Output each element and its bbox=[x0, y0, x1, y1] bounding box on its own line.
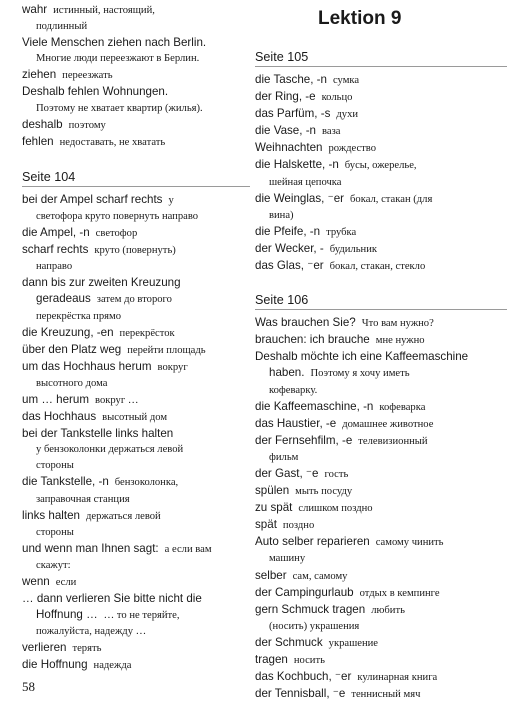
russian-translation: кулинарная книга bbox=[357, 672, 438, 684]
vocab-entry bbox=[255, 224, 507, 241]
vocab-continuation-line bbox=[255, 365, 507, 382]
vocab-continuation-line bbox=[255, 383, 507, 399]
vocab-entry bbox=[255, 517, 507, 534]
russian-translation: мыть посуду bbox=[295, 486, 353, 498]
vocab-entry bbox=[22, 574, 250, 591]
vocab-continuation-line bbox=[22, 51, 250, 67]
german-term: verlieren bbox=[22, 641, 67, 655]
russian-translation: любить bbox=[371, 604, 405, 616]
russian-translation: высотный дом bbox=[102, 412, 168, 424]
vocab-entry bbox=[255, 466, 507, 483]
vocab-entry bbox=[22, 591, 250, 607]
vocab-continuation-line bbox=[22, 376, 250, 392]
russian-translation: светофора круто повернуть направо bbox=[36, 210, 199, 222]
vocab-entry bbox=[255, 483, 507, 500]
vocab-continuation-line bbox=[22, 19, 250, 35]
vocab-entry bbox=[22, 342, 250, 359]
vocab-entry bbox=[22, 117, 250, 134]
russian-translation: духи bbox=[336, 109, 359, 121]
vocab-entry bbox=[22, 242, 250, 259]
russian-translation: Поэтому я хочу иметь bbox=[310, 368, 410, 380]
vocab-continuation-line bbox=[255, 175, 507, 191]
german-term: der Ring, -e bbox=[255, 90, 316, 104]
german-term: Weihnachten bbox=[255, 141, 323, 155]
russian-translation: бокал, стакан (для bbox=[350, 193, 433, 205]
german-term: um … herum bbox=[22, 392, 90, 406]
german-term: das Glas, ⁻er bbox=[255, 259, 324, 273]
russian-translation: фильм bbox=[269, 451, 299, 463]
german-term: Auto selber reparieren bbox=[255, 535, 370, 549]
russian-translation: носить bbox=[293, 655, 325, 666]
russian-translation: если bbox=[55, 577, 77, 588]
section-heading-seite-106: Seite 106 bbox=[255, 293, 507, 310]
vocab-continuation-line bbox=[22, 209, 250, 225]
german-term: die Halskette, -n bbox=[255, 158, 339, 172]
russian-translation: телевизионный bbox=[358, 435, 428, 447]
vocab-entry bbox=[255, 157, 507, 174]
vocab-entry bbox=[255, 568, 507, 585]
vocab-continuation-line bbox=[22, 492, 250, 508]
russian-translation: вина) bbox=[269, 209, 294, 221]
russian-translation: кофеварку. bbox=[269, 384, 318, 396]
vocab-continuation-line bbox=[22, 291, 250, 308]
russian-translation: Поэтому не хватает квартир (жилья). bbox=[36, 102, 203, 114]
german-term: die Weinglas, ⁻er bbox=[255, 191, 345, 205]
vocab-continuation-line bbox=[255, 450, 507, 466]
german-term: die Vase, -n bbox=[255, 124, 317, 138]
german-term: wenn bbox=[22, 575, 50, 588]
russian-translation: Многие люди переезжают в Берлин. bbox=[36, 53, 200, 65]
german-term: die Hoffnung bbox=[22, 658, 88, 672]
russian-translation: у bbox=[168, 194, 174, 206]
vocab-entry bbox=[255, 686, 507, 703]
german-term: links halten bbox=[22, 508, 81, 522]
german-term: zu spät bbox=[255, 501, 293, 515]
russian-translation: истинный, настоящий, bbox=[53, 5, 155, 16]
vocab-entry bbox=[255, 534, 507, 551]
russian-translation: перейти площадь bbox=[127, 344, 206, 356]
russian-translation: украшение bbox=[328, 637, 378, 649]
german-term: haben. bbox=[269, 366, 305, 380]
german-term: der Schmuck bbox=[255, 635, 323, 649]
russian-translation: перекрёсток bbox=[119, 327, 175, 339]
page-number: 58 bbox=[22, 679, 35, 694]
russian-translation: светофор bbox=[95, 228, 138, 240]
vocab-entry bbox=[22, 192, 250, 209]
russian-translation: вокруг bbox=[157, 361, 188, 373]
left-column bbox=[22, 2, 250, 675]
german-term: fehlen bbox=[22, 134, 54, 148]
russian-translation: недоставать, не хватать bbox=[59, 136, 166, 148]
german-term: Deshalb möchte ich eine Kaffeemaschine bbox=[255, 350, 469, 364]
russian-translation: подлинный bbox=[36, 21, 88, 33]
russian-translation: теннисный мяч bbox=[351, 689, 421, 701]
russian-translation: а если вам bbox=[164, 543, 212, 555]
section-heading-seite-104: Seite 104 bbox=[22, 170, 250, 187]
vocab-entry bbox=[255, 602, 507, 619]
vocab-entry bbox=[255, 332, 507, 349]
german-term: deshalb bbox=[22, 117, 63, 131]
vocab-continuation-line bbox=[22, 458, 250, 474]
vocab-continuation-line bbox=[255, 619, 507, 635]
russian-translation: кофеварка bbox=[379, 401, 426, 413]
german-term: Was brauchen Sie? bbox=[255, 316, 356, 330]
vocab-continuation-line bbox=[255, 551, 507, 567]
vocab-entry bbox=[22, 225, 250, 242]
vocab-entry bbox=[22, 325, 250, 342]
vocab-entry bbox=[255, 315, 507, 332]
russian-translation: будильник bbox=[329, 243, 378, 255]
german-term: die Tasche, -n bbox=[255, 73, 327, 86]
vocab-continuation-line bbox=[22, 525, 250, 541]
vocab-entry bbox=[22, 640, 250, 657]
german-term: bei der Ampel scharf rechts bbox=[22, 192, 163, 206]
vocab-entry bbox=[255, 258, 507, 275]
vocab-continuation-line bbox=[22, 309, 250, 325]
russian-translation: шейная цепочка bbox=[269, 176, 342, 188]
german-term: Hoffnung … bbox=[36, 608, 98, 622]
russian-translation: перекрёстка прямо bbox=[36, 310, 122, 322]
russian-translation: терять bbox=[72, 643, 102, 655]
vocab-entry bbox=[22, 67, 250, 84]
german-term: gern Schmuck tragen bbox=[255, 602, 366, 616]
german-term: der Tennisball, ⁻e bbox=[255, 687, 346, 701]
german-term: spülen bbox=[255, 484, 290, 498]
vocab-entry bbox=[22, 426, 250, 442]
russian-translation: затем до второго bbox=[96, 294, 172, 306]
russian-translation: переезжать bbox=[62, 70, 113, 82]
german-term: die Kaffeemaschine, -n bbox=[255, 399, 374, 413]
german-term: selber bbox=[255, 568, 287, 582]
russian-translation: … то не теряйте, bbox=[103, 610, 180, 622]
russian-translation: круто (повернуть) bbox=[94, 245, 176, 257]
russian-translation: стороны bbox=[36, 526, 74, 538]
vocab-entry bbox=[22, 35, 250, 51]
lektion-title: Lektion 9 bbox=[318, 8, 402, 29]
russian-translation: скажут: bbox=[36, 559, 71, 571]
russian-translation: пожалуйста, надежду … bbox=[36, 626, 147, 638]
top-vocab-block bbox=[22, 2, 250, 151]
vocab-entry bbox=[255, 349, 507, 365]
russian-translation: отдых в кемпинге bbox=[359, 587, 440, 599]
german-term: der Wecker, - bbox=[255, 241, 324, 255]
russian-translation: у бензоколонки держаться левой bbox=[36, 444, 184, 456]
german-term: der Campingurlaub bbox=[255, 585, 354, 599]
russian-translation: стороны bbox=[36, 460, 74, 472]
vocab-entry bbox=[22, 541, 250, 558]
german-term: um das Hochhaus herum bbox=[22, 359, 152, 373]
german-term: der Fernsehfilm, -e bbox=[255, 433, 353, 447]
russian-translation: поэтому bbox=[68, 119, 106, 131]
russian-translation: слишком поздно bbox=[298, 503, 373, 515]
german-term: das Haustier, -e bbox=[255, 416, 337, 430]
russian-translation: бусы, ожерелье, bbox=[344, 160, 417, 172]
russian-translation: вокруг … bbox=[95, 394, 139, 406]
german-term: spät bbox=[255, 518, 277, 532]
vocab-continuation-line bbox=[22, 558, 250, 574]
vocab-entry bbox=[22, 474, 250, 491]
vocab-entry bbox=[255, 669, 507, 686]
vocab-entry bbox=[255, 191, 507, 208]
german-term: geradeaus bbox=[36, 292, 91, 306]
vocab-entry bbox=[22, 359, 250, 376]
russian-translation: рождество bbox=[328, 143, 377, 155]
vocab-list-seite-106 bbox=[255, 315, 507, 703]
vocab-entry bbox=[22, 134, 250, 151]
german-term: die Ampel, -n bbox=[22, 226, 90, 240]
german-term: Deshalb fehlen Wohnungen. bbox=[22, 85, 169, 99]
vocab-entry bbox=[255, 433, 507, 450]
german-term: ziehen bbox=[22, 68, 57, 82]
german-term: das Kochbuch, ⁻er bbox=[255, 670, 352, 684]
vocab-entry bbox=[22, 508, 250, 525]
russian-translation: Что вам нужно? bbox=[361, 318, 434, 330]
german-term: die Kreuzung, -en bbox=[22, 325, 114, 339]
russian-translation: сумка bbox=[332, 75, 360, 86]
vocab-entry bbox=[22, 275, 250, 291]
right-column bbox=[255, 50, 507, 703]
russian-translation: надежда bbox=[93, 660, 132, 672]
german-term: bei der Tankstelle links halten bbox=[22, 427, 174, 441]
russian-translation: (носить) украшения bbox=[269, 620, 360, 632]
russian-translation: держаться левой bbox=[86, 510, 161, 522]
russian-translation: машину bbox=[269, 553, 306, 565]
vocab-list-seite-105 bbox=[255, 72, 507, 275]
german-term: das Hochhaus bbox=[22, 410, 97, 424]
german-term: dann bis zur zweiten Kreuzung bbox=[22, 276, 181, 290]
russian-translation: бензоколонка, bbox=[114, 477, 179, 489]
vocab-entry bbox=[255, 241, 507, 258]
russian-translation: трубка bbox=[326, 226, 357, 238]
german-term: über den Platz weg bbox=[22, 342, 122, 356]
vocab-entry bbox=[22, 392, 250, 409]
vocab-entry bbox=[255, 635, 507, 652]
german-term: scharf rechts bbox=[22, 243, 89, 257]
vocab-entry bbox=[255, 652, 507, 669]
german-term: der Gast, ⁻e bbox=[255, 466, 319, 480]
vocab-continuation-line bbox=[22, 101, 250, 117]
german-term: tragen bbox=[255, 653, 288, 666]
russian-translation: домашнее животное bbox=[342, 418, 434, 430]
russian-translation: ваза bbox=[322, 126, 341, 138]
russian-translation: направо bbox=[36, 261, 73, 273]
russian-translation: заправочная станция bbox=[36, 493, 130, 505]
vocab-entry bbox=[255, 399, 507, 416]
vocab-entry bbox=[255, 89, 507, 106]
russian-translation: сам, самому bbox=[292, 570, 348, 582]
vocab-continuation-line bbox=[22, 624, 250, 640]
german-term: … dann verlieren Sie bitte nicht die bbox=[22, 592, 202, 606]
russian-translation: самому чинить bbox=[375, 537, 444, 549]
russian-translation: поздно bbox=[282, 520, 315, 532]
vocab-entry bbox=[255, 123, 507, 140]
german-term: Viele Menschen ziehen nach Berlin. bbox=[22, 36, 207, 50]
vocab-entry bbox=[255, 140, 507, 157]
vocab-entry bbox=[22, 409, 250, 426]
german-term: und wenn man Ihnen sagt: bbox=[22, 541, 159, 555]
russian-translation: гость bbox=[324, 468, 349, 480]
vocab-entry bbox=[255, 585, 507, 602]
vocab-entry bbox=[255, 500, 507, 517]
vocab-continuation-line bbox=[22, 259, 250, 275]
vocab-list-seite-104 bbox=[22, 192, 250, 675]
section-heading-seite-105: Seite 105 bbox=[255, 50, 507, 67]
german-term: die Pfeife, -n bbox=[255, 224, 321, 238]
german-term: wahr bbox=[22, 3, 48, 16]
vocab-entry bbox=[22, 2, 250, 19]
vocab-continuation-line bbox=[22, 442, 250, 458]
russian-translation: кольцо bbox=[321, 92, 353, 104]
russian-translation: бокал, стакан, стекло bbox=[329, 261, 426, 273]
russian-translation: высотного дома bbox=[36, 377, 108, 389]
german-term: die Tankstelle, -n bbox=[22, 475, 109, 489]
vocab-entry bbox=[255, 72, 507, 89]
vocab-entry bbox=[255, 106, 507, 123]
vocab-entry bbox=[22, 657, 250, 674]
russian-translation: мне нужно bbox=[375, 335, 425, 347]
vocab-continuation-line bbox=[255, 208, 507, 224]
vocab-entry bbox=[22, 84, 250, 100]
vocab-entry bbox=[255, 416, 507, 433]
german-term: brauchen: ich brauche bbox=[255, 333, 370, 347]
vocab-continuation-line bbox=[22, 607, 250, 624]
german-term: das Parfüm, -s bbox=[255, 107, 331, 121]
